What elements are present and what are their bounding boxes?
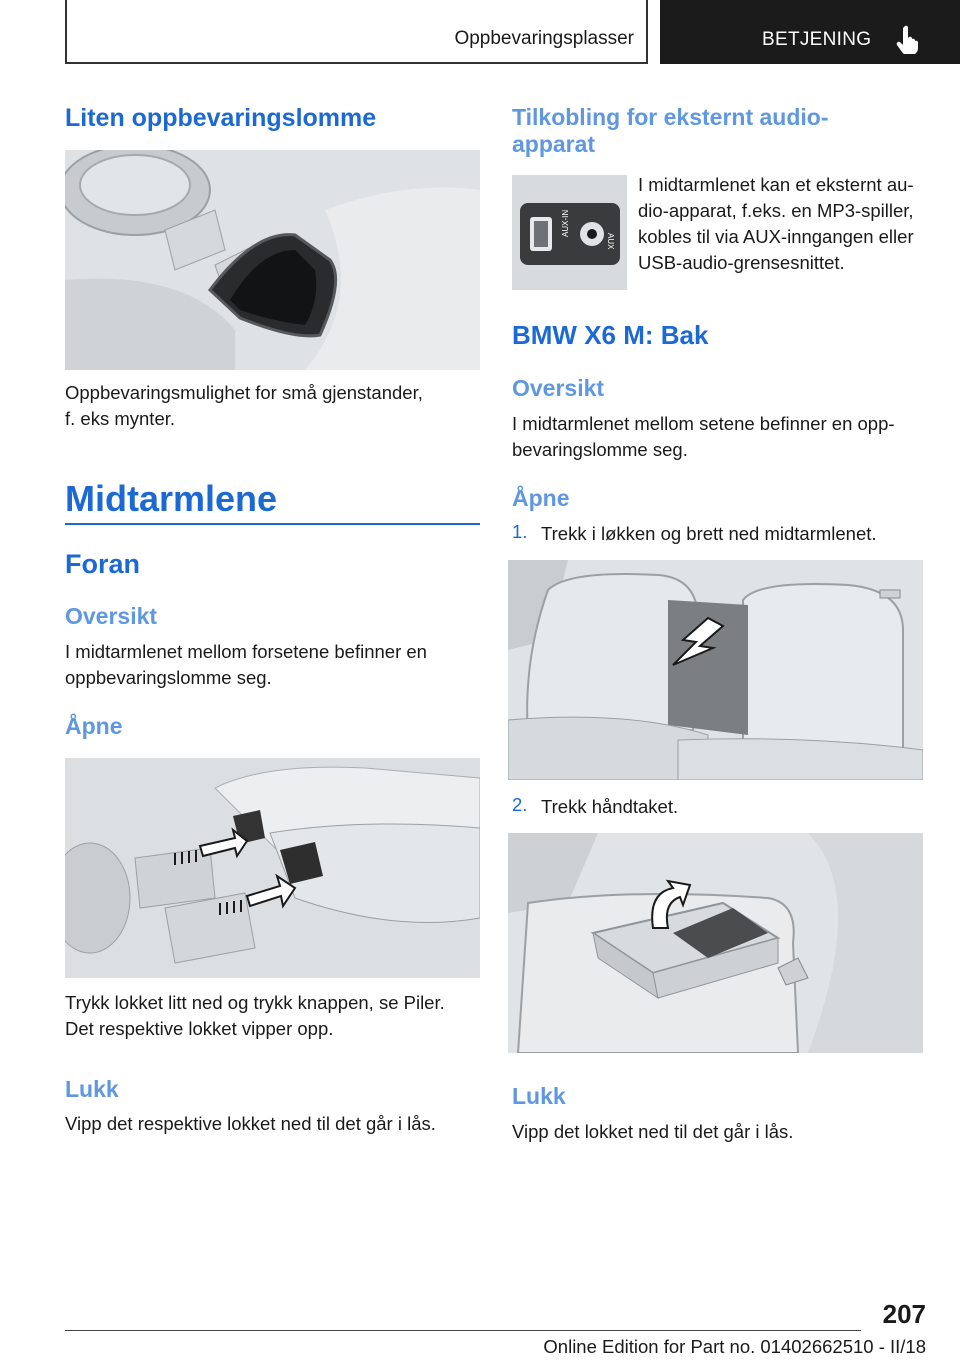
header-section-title: Oppbevaringsplasser	[454, 28, 634, 49]
page-number: 207	[882, 1299, 926, 1329]
lukk-rear-text: Vipp det lokket ned til det går i lås.	[512, 1121, 794, 1142]
heading-oversikt-front: Oversikt	[65, 603, 158, 629]
heading-foran: Foran	[65, 549, 141, 579]
aux-in-label: AUX-IN	[561, 209, 570, 237]
apne-front-caption-line-2: Det respektive lokket vipper opp.	[65, 1018, 334, 1039]
rear-armrest-image	[508, 833, 923, 1053]
small-pocket-image	[65, 150, 480, 370]
rear-seat-image	[508, 560, 923, 780]
front-armrest-image	[65, 758, 480, 978]
oversikt-front-line-2: oppbevaringslomme seg.	[65, 667, 272, 688]
heading-midtarmlene: Midtarmlene	[65, 478, 278, 519]
pointing-hand-icon	[896, 24, 922, 54]
footer-edition: Online Edition for Part no. 01402662510 - II/18	[543, 1336, 926, 1357]
audio-text-line-2: dio-apparat, f.eks. en MP3-spiller,	[638, 200, 914, 221]
audio-text-line-1: I midtarmlenet kan et eksternt au‐	[638, 174, 914, 195]
heading-apne-front: Åpne	[65, 713, 123, 739]
oversikt-rear-line-2: bevaringslomme seg.	[512, 439, 688, 460]
header-chapter-title: BETJENING	[762, 29, 872, 50]
small-pocket-caption-line-2: f. eks mynter.	[65, 408, 176, 429]
heading-audio-line-2: apparat	[512, 131, 596, 157]
heading-oversikt-rear: Oversikt	[512, 375, 605, 401]
oversikt-front-line-1: I midtarmlenet mellom forsetene befinner en	[65, 641, 427, 662]
audio-text-line-4: USB-audio-grensesnittet.	[638, 252, 845, 273]
step-2-number: 2.	[512, 794, 528, 815]
aux-label: AUX	[606, 233, 615, 250]
step-1-text: Trekk i løkken og brett ned midtarmlenet.	[541, 523, 877, 544]
heading-apne-rear: Åpne	[512, 485, 570, 511]
heading-small-pocket: Liten oppbevaringslomme	[65, 104, 377, 132]
aux-usb-image	[512, 175, 627, 290]
header-section-box	[65, 0, 648, 64]
audio-text-line-3: kobles til via AUX-inngangen eller	[638, 226, 914, 247]
footer-rule	[65, 1330, 861, 1331]
step-1-number: 1.	[512, 521, 528, 542]
header-chapter-box	[660, 0, 960, 64]
apne-front-caption-line-1: Trykk lokket litt ned og trykk knappen, se Piler.	[65, 992, 445, 1013]
step-2-text: Trekk håndtaket.	[541, 796, 679, 817]
heading-lukk-rear: Lukk	[512, 1083, 566, 1109]
lukk-front-text: Vipp det respektive lokket ned til det går i lås.	[65, 1113, 436, 1134]
heading-audio-line-1: Tilkobling for eksternt audio‐	[512, 104, 829, 130]
heading-lukk-front: Lukk	[65, 1076, 119, 1102]
oversikt-rear-line-1: I midtarmlenet mellom setene befinner en opp‐	[512, 413, 895, 434]
heading-rule	[65, 523, 480, 525]
heading-bmw-x6m-rear: BMW X6 M: Bak	[512, 320, 709, 350]
small-pocket-caption-line-1: Oppbevaringsmulighet for små gjenstander,	[65, 382, 423, 403]
